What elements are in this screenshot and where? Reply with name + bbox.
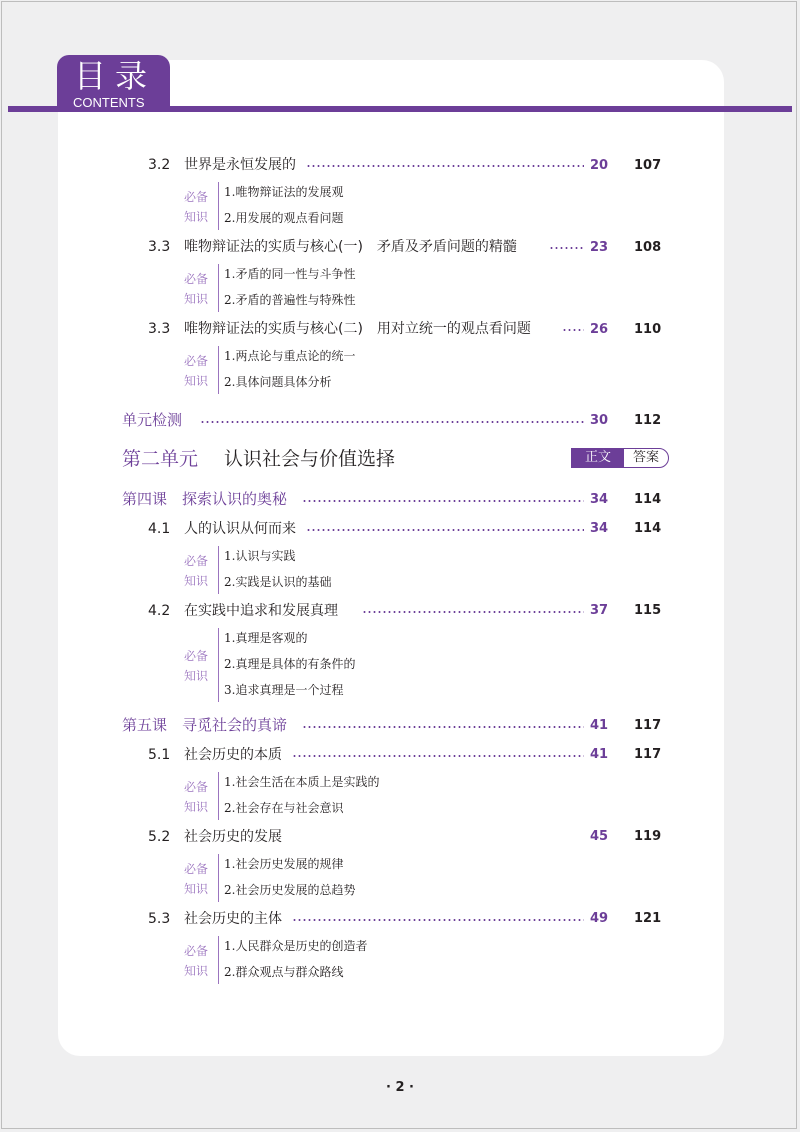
entry-title[interactable]: 唯物辩证法的实质与核心(二) 用对立统一的观点看问题	[184, 321, 531, 337]
entry-page-answer[interactable]: 110	[634, 322, 662, 337]
knowledge-item: 3.追求真理是一个过程	[224, 683, 344, 697]
entry-page-answer[interactable]: 119	[634, 829, 662, 844]
leader-dots	[562, 329, 584, 331]
knowledge-item: 2.社会存在与社会意识	[224, 801, 344, 815]
knowledge-item: 1.认识与实践	[224, 549, 296, 563]
entry-page-text[interactable]: 20	[590, 158, 609, 173]
entry-page-text[interactable]: 34	[590, 521, 609, 536]
unit-title: 认识社会与价值选择	[224, 448, 396, 470]
leader-dots	[292, 755, 584, 757]
unit-test-title[interactable]: 单元检测	[122, 411, 183, 429]
badge-answer: 答案	[632, 450, 659, 465]
entry-page-text[interactable]: 49	[590, 911, 609, 926]
knowledge-item: 1.社会历史发展的规律	[224, 857, 344, 871]
knowledge-label: 必备 知识	[183, 780, 208, 814]
knowledge-item: 1.唯物辩证法的发展观	[224, 185, 344, 199]
leader-dots	[302, 500, 584, 502]
leader-dots	[306, 165, 584, 167]
knowledge-item: 2.实践是认识的基础	[224, 575, 332, 589]
knowledge-item: 1.两点论与重点论的统一	[224, 349, 356, 363]
knowledge-item: 1.矛盾的同一性与斗争性	[224, 267, 356, 281]
knowledge-label: 必备 知识	[183, 944, 208, 978]
lesson-page-answer[interactable]: 114	[634, 492, 662, 507]
lesson-page-text[interactable]: 41	[590, 718, 609, 733]
knowledge-item: 2.矛盾的普遍性与特殊性	[224, 293, 356, 307]
entry-title[interactable]: 社会历史的本质	[184, 747, 282, 763]
lesson-page-answer[interactable]: 117	[634, 718, 662, 733]
knowledge-bracket	[218, 854, 219, 902]
entry-page-text[interactable]: 26	[590, 322, 609, 337]
entry-page-text[interactable]: 45	[590, 829, 609, 844]
unit-label: 第二单元	[122, 448, 199, 470]
entry-title[interactable]: 世界是永恒发展的	[184, 157, 296, 173]
entry-page-answer[interactable]: 114	[634, 521, 662, 536]
knowledge-label: 必备 知识	[183, 354, 208, 388]
entry-page-answer[interactable]: 121	[634, 911, 662, 926]
lesson-title[interactable]: 第五课 寻觅社会的真谛	[122, 716, 288, 734]
knowledge-bracket	[218, 264, 219, 312]
unit-test-page-answer[interactable]: 112	[634, 413, 662, 428]
entry-number: 4.2	[148, 603, 171, 619]
knowledge-label: 必备 知识	[183, 862, 208, 896]
knowledge-item: 1.真理是客观的	[224, 631, 308, 645]
leader-dots	[306, 529, 584, 531]
page-subtitle: CONTENTS	[73, 95, 145, 110]
entry-title[interactable]: 在实践中追求和发展真理	[184, 603, 338, 619]
page-title: 目录	[74, 57, 157, 95]
page-number: · 2 ·	[386, 1080, 414, 1095]
knowledge-item: 2.群众观点与群众路线	[224, 965, 344, 979]
knowledge-bracket	[218, 182, 219, 230]
badge-main: 正文	[572, 449, 624, 467]
entry-number: 5.1	[148, 747, 171, 763]
knowledge-item: 2.社会历史发展的总趋势	[224, 883, 356, 897]
knowledge-label: 必备 知识	[183, 272, 208, 306]
knowledge-bracket	[218, 936, 219, 984]
knowledge-bracket	[218, 628, 219, 702]
knowledge-item: 1.人民群众是历史的创造者	[224, 939, 368, 953]
leader-dots	[292, 919, 584, 921]
entry-number: 5.3	[148, 911, 171, 927]
knowledge-bracket	[218, 546, 219, 594]
leader-dots	[302, 726, 584, 728]
entry-number: 3.2	[148, 157, 171, 173]
entry-number: 4.1	[148, 521, 171, 537]
entry-number: 5.2	[148, 829, 171, 845]
entry-page-text[interactable]: 37	[590, 603, 609, 618]
entry-title[interactable]: 人的认识从何而来	[184, 521, 296, 537]
knowledge-label: 必备 知识	[183, 190, 208, 224]
entry-number: 3.3	[148, 321, 171, 337]
content-card	[58, 57, 724, 1056]
entry-page-text[interactable]: 41	[590, 747, 609, 762]
knowledge-bracket	[218, 346, 219, 394]
leader-dots	[362, 611, 584, 613]
entry-title[interactable]: 社会历史的发展	[184, 829, 282, 845]
entry-page-answer[interactable]: 115	[634, 603, 662, 618]
knowledge-item: 2.用发展的观点看问题	[224, 211, 344, 225]
entry-page-answer[interactable]: 117	[634, 747, 662, 762]
lesson-title[interactable]: 第四课 探索认识的奥秘	[122, 490, 288, 508]
lesson-page-text[interactable]: 34	[590, 492, 609, 507]
column-badge	[571, 448, 669, 468]
knowledge-bracket	[218, 772, 219, 820]
entry-page-answer[interactable]: 108	[634, 240, 662, 255]
knowledge-item: 2.真理是具体的有条件的	[224, 657, 356, 671]
unit-test-page-text[interactable]: 30	[590, 413, 609, 428]
entry-number: 3.3	[148, 239, 171, 255]
entry-page-answer[interactable]: 107	[634, 158, 662, 173]
knowledge-label: 必备 知识	[183, 554, 208, 588]
knowledge-label: 必备 知识	[183, 649, 208, 683]
knowledge-item: 2.具体问题具体分析	[224, 375, 332, 389]
entry-page-text[interactable]: 23	[590, 240, 609, 255]
leader-dots	[200, 421, 584, 423]
entry-title[interactable]: 唯物辩证法的实质与核心(一) 矛盾及矛盾问题的精髓	[184, 239, 517, 255]
entry-title[interactable]: 社会历史的主体	[184, 911, 282, 927]
knowledge-item: 1.社会生活在本质上是实践的	[224, 775, 380, 789]
leader-dots	[549, 247, 584, 249]
